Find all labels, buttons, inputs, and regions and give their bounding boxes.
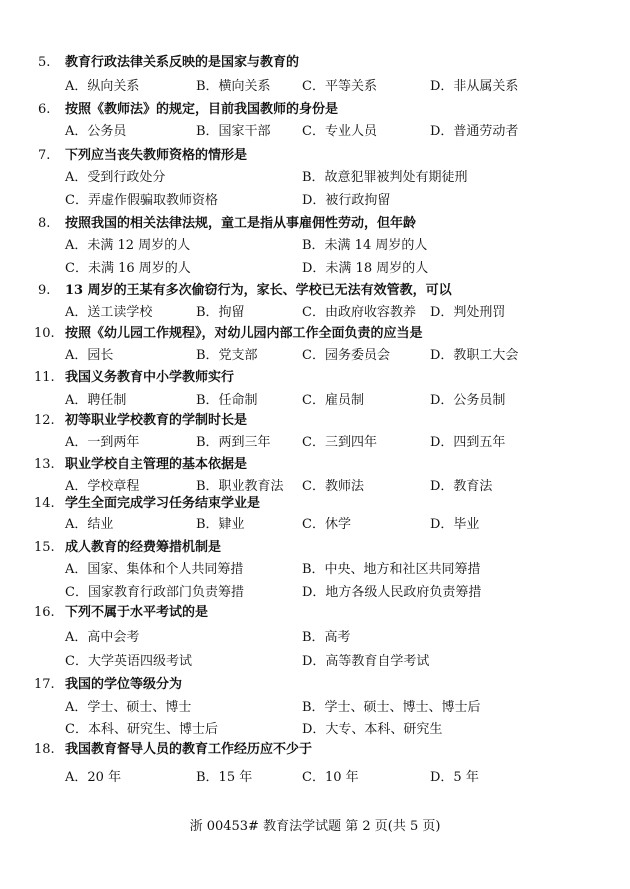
question-number: 14. (34, 496, 55, 511)
option-b: B．高考 (302, 630, 351, 645)
option-a: A．园长 (65, 348, 114, 363)
option-a: A．20 年 (65, 770, 122, 785)
option-c: C．大学英语四级考试 (65, 654, 192, 669)
option-a: A．公务员 (65, 124, 127, 139)
question-number: 12. (34, 413, 55, 428)
option-a: A．纵向关系 (65, 79, 140, 94)
question-number: 18. (34, 742, 55, 757)
question-stem: 按照《教师法》的规定，目前我国教师的身份是 (65, 102, 339, 117)
question-number: 17. (34, 677, 55, 692)
option-d: D．未满 18 周岁的人 (302, 261, 429, 276)
option-c: C．三到四年 (302, 435, 377, 450)
option-d: D．非从属关系 (430, 79, 519, 94)
question-stem: 我国义务教育中小学教师实行 (65, 370, 235, 385)
option-a: A．一到两年 (65, 435, 140, 450)
question-stem: 下列不属于水平考试的是 (65, 605, 209, 620)
option-a: A．未满 12 周岁的人 (65, 238, 191, 253)
option-a: A．受到行政处分 (65, 170, 166, 185)
option-c: C．雇员制 (302, 393, 364, 408)
option-b: B．未满 14 周岁的人 (302, 238, 428, 253)
option-c: C．本科、研究生、博士后 (65, 722, 218, 737)
option-b: B．两到三年 (196, 435, 271, 450)
option-b: B．学士、硕士、博士、博士后 (302, 700, 481, 715)
question-stem: 成人教育的经费筹措机制是 (65, 540, 222, 555)
question-stem: 下列应当丧失教师资格的情形是 (65, 148, 248, 163)
option-b: B．肄业 (196, 517, 245, 532)
option-d: D．高等教育自学考试 (302, 654, 430, 669)
option-d: D．普通劳动者 (430, 124, 519, 139)
option-b: B．15 年 (196, 770, 253, 785)
question-number: 10. (34, 326, 55, 341)
option-d: D．被行政拘留 (302, 193, 391, 208)
option-a: A．聘任制 (65, 393, 127, 408)
option-d: D．5 年 (430, 770, 479, 785)
question-number: 9. (38, 283, 51, 298)
page-footer: 浙 00453# 教育法学试题 第 2 页(共 5 页) (189, 819, 441, 834)
option-b: B．职业教育法 (196, 479, 284, 494)
option-b: B．党支部 (196, 348, 258, 363)
option-b: B．国家干部 (196, 124, 271, 139)
option-d: D．教职工大会 (430, 348, 519, 363)
question-number: 16. (34, 605, 55, 620)
option-c: C．10 年 (302, 770, 359, 785)
option-c: C．专业人员 (302, 124, 377, 139)
option-c: C．国家教育行政部门负责筹措 (65, 585, 244, 600)
question-stem: 按照《幼儿园工作规程》，对幼儿园内部工作全面负责的应当是 (65, 326, 423, 341)
option-b: B．横向关系 (196, 79, 271, 94)
option-a: A．结业 (65, 517, 114, 532)
option-b: B．中央、地方和社区共同筹措 (302, 562, 481, 577)
question-stem: 我国的学位等级分为 (65, 677, 183, 692)
option-c: C．教师法 (302, 479, 364, 494)
option-a: A．送工读学校 (65, 305, 153, 320)
option-a: A．高中会考 (65, 630, 140, 645)
question-number: 6. (38, 102, 51, 117)
option-c: C．未满 16 周岁的人 (65, 261, 191, 276)
option-d: D．地方各级人民政府负责筹措 (302, 585, 482, 600)
option-d: D．公务员制 (430, 393, 506, 408)
question-number: 15. (34, 540, 55, 555)
question-number: 5. (38, 55, 51, 70)
option-a: A．学校章程 (65, 479, 140, 494)
option-d: D．四到五年 (430, 435, 506, 450)
option-c: C．园务委员会 (302, 348, 390, 363)
option-d: D．大专、本科、研究生 (302, 722, 443, 737)
question-stem: 初等职业学校教育的学制时长是 (65, 413, 248, 428)
question-number: 7. (38, 148, 51, 163)
option-c: C．休学 (302, 517, 351, 532)
option-c: C．弄虚作假骗取教师资格 (65, 193, 218, 208)
option-b: B．拘留 (196, 305, 245, 320)
option-a: A．国家、集体和个人共同筹措 (65, 562, 244, 577)
option-d: D．判处刑罚 (430, 305, 506, 320)
question-number: 11. (34, 370, 55, 385)
question-stem: 13 周岁的王某有多次偷窃行为，家长、学校已无法有效管教，可以 (65, 283, 452, 298)
option-b: B．任命制 (196, 393, 258, 408)
option-b: B．故意犯罪被判处有期徒刑 (302, 170, 468, 185)
option-c: C．由政府收容教养 (302, 305, 416, 320)
question-number: 13. (34, 457, 55, 472)
question-stem: 我国教育督导人员的教育工作经历应不少于 (65, 742, 313, 757)
question-stem: 按照我国的相关法律法规，童工是指从事雇佣性劳动，但年龄 (65, 216, 417, 231)
option-d: D．教育法 (430, 479, 493, 494)
option-c: C．平等关系 (302, 79, 377, 94)
question-stem: 职业学校自主管理的基本依据是 (65, 457, 248, 472)
question-stem: 教育行政法律关系反映的是国家与教育的 (65, 55, 300, 70)
question-number: 8. (38, 216, 51, 231)
option-d: D．毕业 (430, 517, 480, 532)
question-stem: 学生全面完成学习任务结束学业是 (65, 496, 261, 511)
option-a: A．学士、硕士、博士 (65, 700, 192, 715)
